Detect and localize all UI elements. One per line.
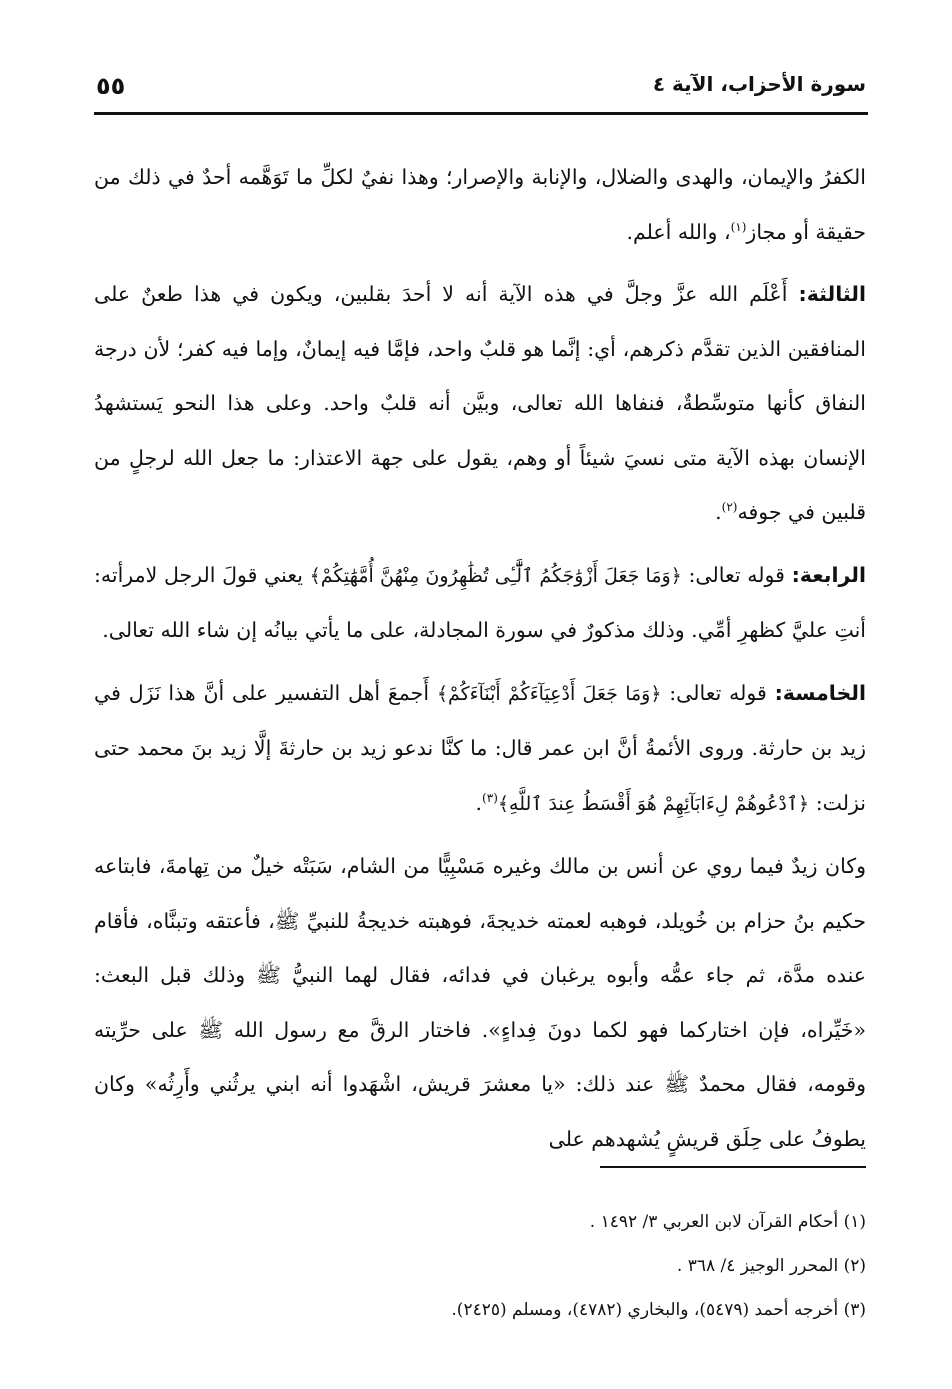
paragraph-fifth [94, 666, 866, 832]
paragraph-fourth [94, 548, 866, 658]
running-header [96, 72, 866, 108]
paragraph-text: قوله تعالى: [661, 680, 775, 705]
paragraph-lead: الخامسة: [774, 680, 866, 705]
footnote-rule [600, 1166, 866, 1168]
paragraph-text: أَجمعَ أهل التفسير على أنَّ هذا نَزَل في زيد بن حارثة. وروى الأئمةُ أنَّ ابن عمر قال: ما كنَّا ندعو زيد بن حارثةَ إلَّا زيد بنَ محمد حتى نزلت: [94, 680, 866, 815]
paragraph-text: الكفرُ والإيمان، والهدى والضلال، والإنابة والإصرار؛ وهذا نفيٌ لكلِّ ما تَوَهَّمه أحدٌ في ذلك من حقيقة أو مجاز [94, 165, 866, 244]
footnote-ref: (١) [730, 219, 747, 234]
paragraph-1 [94, 150, 866, 259]
paragraph-text: . [715, 500, 722, 524]
paragraph-text: أَعْلَم الله عزَّ وجلَّ في هذه الآية أنه لا أحدَ بقلبين، ويكون في هذا طعنٌ على المنافقين الذين تقدَّم ذكرهم، أي: إنَّما هو قلبٌ واحد، فإمَّا فيه إيمانٌ، وإما فيه كفر؛ لأن درجة النفاق كأنها متوسِّطةٌ، فنفاها الله تعالى، وبيَّن أنه قلبٌ واحد. وعلى هذا النحو يَستشهدُ الإنسان بهذه الآية متى نسيَ شيئاً أو وهم، يقول على جهة الاعتذار: ما جعل الله لرجلٍ من قلبين في جوفه [94, 282, 866, 524]
paragraph-text: . [475, 790, 483, 815]
quran-verse: ﴿ٱدْعُوهُمْ لِءَابَآئِهِمْ هُوَ أَقْسَطُ عِندَ ٱللَّهِ﴾ [497, 792, 810, 815]
quran-verse: ﴿وَمَا جَعَلَ أَزْوَٰجَكُمُ ٱلَّٰٓـِٔى تُظَٰهِرُونَ مِنْهُنَّ أُمَّهَٰتِكُمْ﴾ [309, 564, 682, 587]
paragraph-lead: الرابعة: [791, 562, 866, 587]
page-number: ٥٥ [96, 72, 126, 100]
footnote-1: (١) أحكام القرآن لابن العربي ٣/ ١٤٩٢ . [589, 1212, 866, 1232]
quran-verse: ﴿وَمَا جَعَلَ أَدْعِيَآءَكُمْ أَبْنَآءَكُمْ﴾ [436, 682, 662, 705]
paragraph-text: قوله تعالى: [681, 562, 792, 587]
header-title: سورة الأحزاب، الآية ٤ [652, 72, 866, 96]
footnote-ref: (٢) [721, 500, 738, 515]
footnote-3: (٣) أخرجه أحمد (٥٤٧٩)، والبخاري (٤٧٨٢)، ومسلم (٢٤٢٥). [451, 1300, 866, 1320]
paragraph-text: يعني قولَ الرجل لامرأته: أنتِ عليَّ كظهرِ أمِّي. وذلك مذكورٌ في سورة المجادلة، على ما يأتي بيانُه إن شاء الله تعالى. [94, 562, 866, 642]
paragraph-lead: الثالثة: [798, 282, 866, 306]
footnote-2: (٢) المحرر الوجيز ٤/ ٣٦٨ . [676, 1256, 866, 1276]
paragraph-text: وكان زيدٌ فيما روي عن أنس بن مالك وغيره مَسْبِيًّا من الشام، سَبَتْه خيلٌ من تِهامةَ، فابتاعه حكيم بنُ حزام بن خُويلد، فوهبه لعمته خديجةَ، فوهبته خديجةُ للنبيِّ ﷺ، فأعتقه وتبنَّاه، فأقام عنده مدَّة، ثم جاء عمُّه وأبوه يرغبان في فدائه، فقال لهما النبيُّ ﷺ وذلك قبل البعث: «خَيِّراه، فإن اختاركما فهو لكما دونَ فِداءٍ». فاختار الرقَّ مع رسول الله ﷺ على حرِّيته وقومه، فقال محمدٌ ﷺ عند ذلك: «يا معشرَ قريش، اشْهَدوا أنه ابني يرثُني وأَرِثُه» وكان يطوفُ على حِلَق قريشٍ يُشهدهم على [94, 854, 866, 1151]
paragraph-zayd [94, 839, 866, 1166]
footnotes [94, 1200, 866, 1332]
paragraph-text: ، والله أعلم. [626, 219, 731, 244]
header-rule [94, 112, 868, 115]
footnote-ref: (٣) [482, 790, 498, 805]
paragraph-third [94, 267, 866, 540]
main-text [94, 150, 866, 1174]
